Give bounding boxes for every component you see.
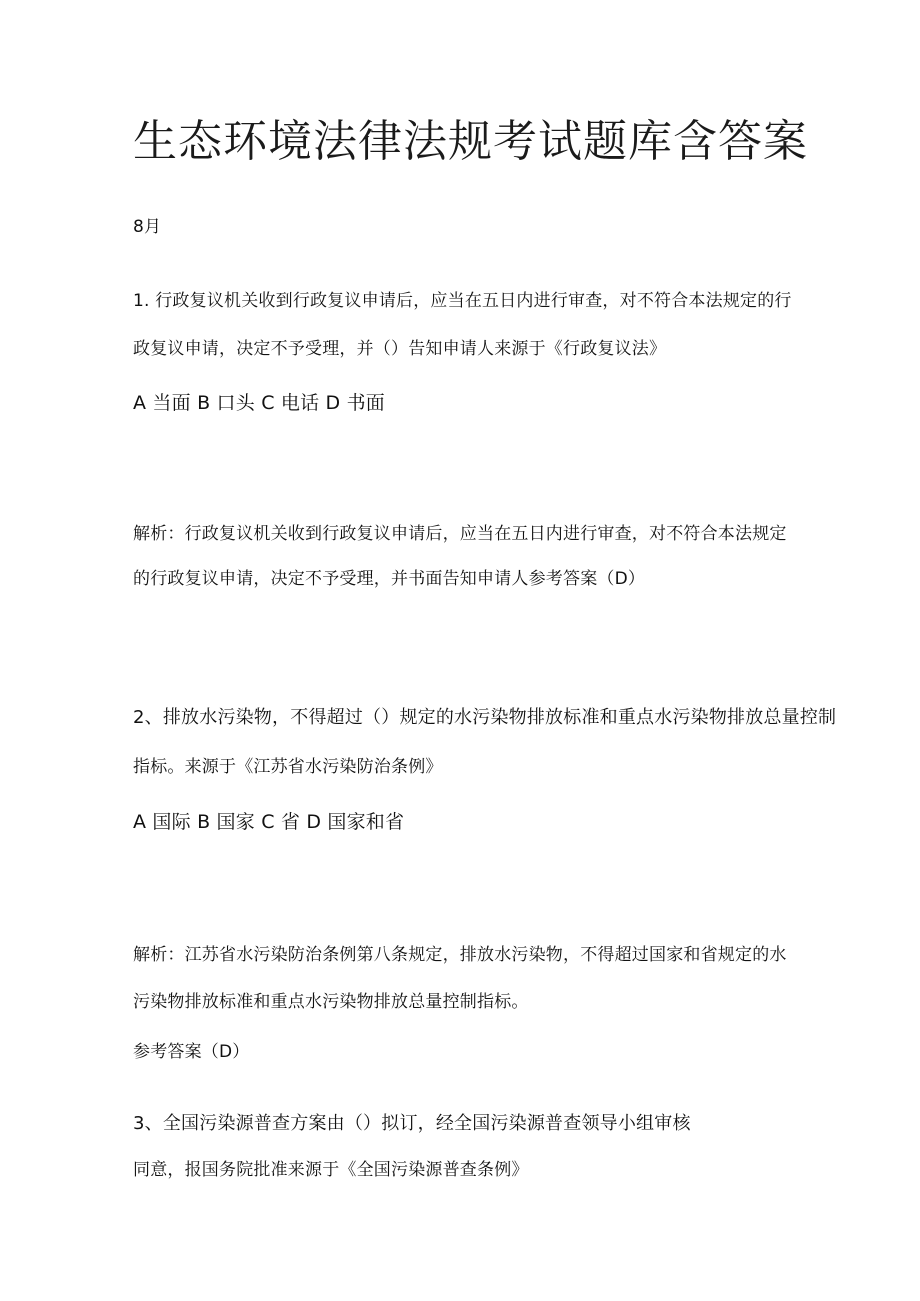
question-1-line-2: 政复议申请，决定不予受理，并（）告知申请人来源于《行政复议法》 — [133, 339, 667, 359]
question-2-options: A 国际 B 国家 C 省 D 国家和省 — [133, 811, 405, 833]
question-1-analysis-line-1: 解析：行政复议机关收到行政复议申请后，应当在五日内进行审查，对不符合本法规定 — [133, 524, 787, 544]
question-1-line-1: 1. 行政复议机关收到行政复议申请后，应当在五日内进行审查，对不符合本法规定的行 — [133, 291, 792, 311]
question-2-line-2: 指标。来源于《江苏省水污染防治条例》 — [133, 757, 443, 777]
question-1-options: A 当面 B 口头 C 电话 D 书面 — [133, 392, 386, 414]
question-2-analysis-line-2: 污染物排放标准和重点水污染物排放总量控制指标。 — [133, 992, 529, 1012]
document-title: 生态环境法律法规考试题库含答案 — [133, 116, 808, 167]
document-date: 8月 — [133, 217, 162, 237]
question-2-answer: 参考答案（D） — [133, 1042, 250, 1062]
question-2-analysis-line-1: 解析：江苏省水污染防治条例第八条规定，排放水污染物，不得超过国家和省规定的水 — [133, 945, 787, 965]
question-3-line-1: 3、全国污染源普查方案由（）拟订，经全国污染源普查领导小组审核 — [133, 1113, 691, 1134]
question-3-line-2: 同意，报国务院批准来源于《全国污染源普查条例》 — [133, 1160, 529, 1180]
question-2-line-1: 2、排放水污染物，不得超过（）规定的水污染物排放标准和重点水污染物排放总量控制 — [133, 707, 837, 728]
question-1-analysis-line-2: 的行政复议申请，决定不予受理，并书面告知申请人参考答案（D） — [133, 569, 646, 589]
